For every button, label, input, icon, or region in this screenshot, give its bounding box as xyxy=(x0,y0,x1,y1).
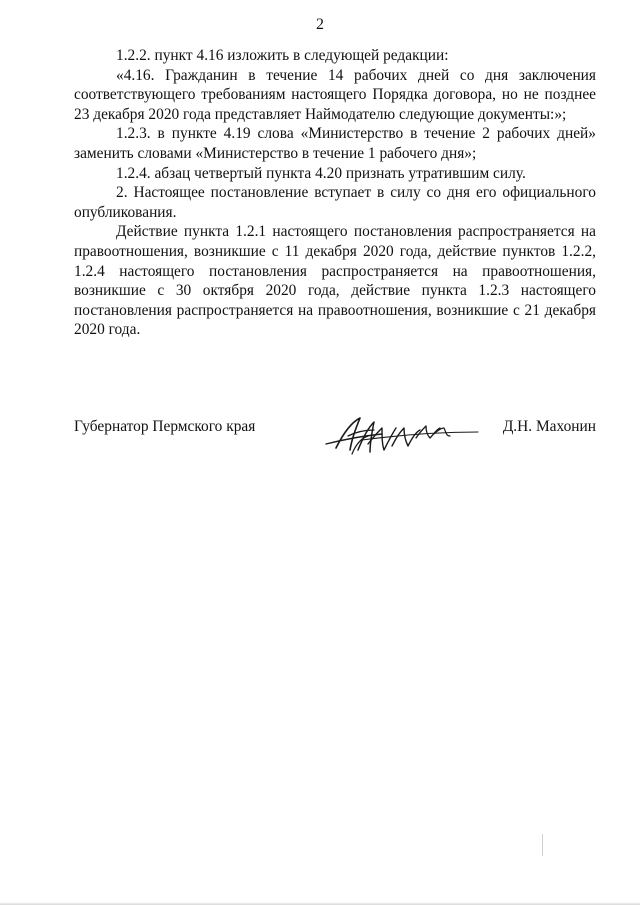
signature-block xyxy=(74,414,596,458)
paragraph-2-effective-date: 2. Настоящее постановление вступает в силу со дня его официального опубликования. xyxy=(74,184,596,221)
paragraph-application-dates: Действие пункта 1.2.1 настоящего постановления распространяется на правоотношения, возникшие с 11 декабря 2020 года, действие пунктов 1.2.2, 1.2.4 настоящего постановления распространяется на правоотношения, возникшие с 30 октября 2020 года, действие пункта 1.2.3 настоящего постановления распространяется на правоотношения, возникшие с 21 декабря 2020 года. xyxy=(74,223,596,339)
signatory-title: Губернатор Пермского края xyxy=(74,418,256,435)
paragraph-4-16-quote: «4.16. Гражданин в течение 14 рабочих дней со дня заключения соответствующего требованиям настоящего Порядка договора, но не позднее 23 декабря 2020 года представляет Наймодателю следующие документы:»; xyxy=(74,66,596,123)
paragraph-1-2-3: 1.2.3. в пункте 4.19 слова «Министерство в течение 2 рабочих дней» заменить словами «Министерство в течение 1 рабочего дня»; xyxy=(74,125,596,162)
handwritten-signature xyxy=(322,414,482,458)
signatory-name: Д.Н. Махонин xyxy=(502,418,596,435)
scan-artifact-mark xyxy=(542,834,543,856)
page-number: 2 xyxy=(316,16,324,33)
paragraph-1-2-2: 1.2.2. пункт 4.16 изложить в следующей редакции: xyxy=(116,47,449,64)
paragraph-1-2-4: 1.2.4. абзац четвертый пункта 4.20 признать утратившим силу. xyxy=(116,164,526,182)
document-body xyxy=(74,46,596,340)
